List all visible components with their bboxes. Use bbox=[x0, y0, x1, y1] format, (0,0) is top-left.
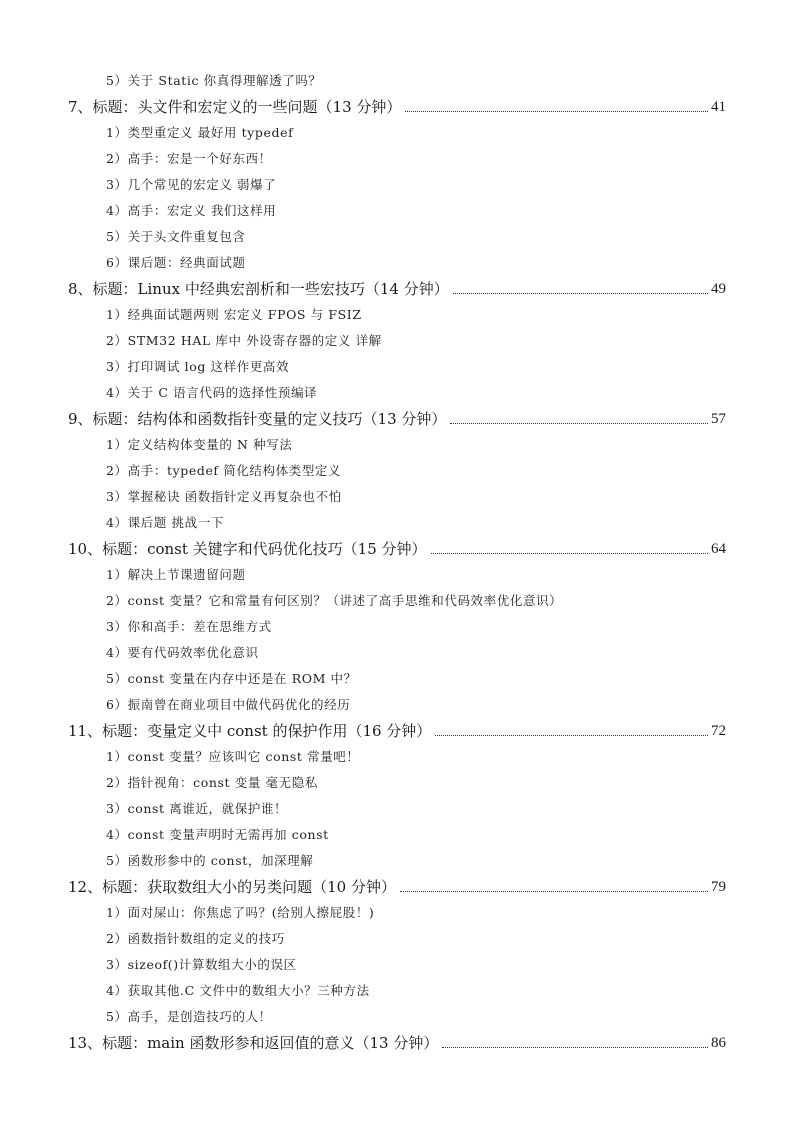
toc-subitem[interactable]: 2）STM32 HAL 库中 外设寄存器的定义 详解 bbox=[106, 333, 382, 348]
toc-subitem[interactable]: 3）你和高手：差在思维方式 bbox=[106, 619, 272, 634]
toc-subitem[interactable]: 4）高手：宏定义 我们这样用 bbox=[106, 203, 277, 218]
toc-section bbox=[0, 874, 794, 1030]
chapter-entry[interactable] bbox=[68, 874, 726, 900]
chapter-page-number: 64 bbox=[711, 541, 726, 557]
toc-subitem[interactable]: 5）高手，是创造技巧的人！ bbox=[106, 1009, 272, 1024]
toc-subitem[interactable]: 2）指针视角：const 变量 毫无隐私 bbox=[106, 775, 318, 790]
toc-subitem[interactable]: 3）打印调试 log 这样作更高效 bbox=[106, 359, 290, 374]
chapter-page-number: 41 bbox=[711, 99, 726, 115]
toc-subitem[interactable]: 2）高手：typedef 简化结构体类型定义 bbox=[106, 463, 342, 478]
toc-subitem[interactable]: 2）高手：宏是一个好东西！ bbox=[106, 151, 272, 166]
toc-subitem[interactable]: 3）sizeof()计算数组大小的误区 bbox=[106, 957, 297, 972]
dot-leader bbox=[442, 1047, 708, 1048]
toc-subitem[interactable]: 5）const 变量在内存中还是在 ROM 中？ bbox=[106, 671, 357, 686]
toc-subitem[interactable]: 1）const 变量？应该叫它 const 常量吧！ bbox=[106, 749, 360, 764]
toc-subitem[interactable]: 4）要有代码效率优化意识 bbox=[106, 645, 259, 660]
chapter-entry[interactable] bbox=[68, 718, 726, 744]
chapter-title: 11、标题：变量定义中 const 的保护作用（16 分钟） bbox=[68, 722, 432, 740]
toc-subitem[interactable]: 4）获取其他.C 文件中的数组大小？三种方法 bbox=[106, 983, 370, 998]
dot-leader bbox=[400, 891, 708, 892]
toc-subitem[interactable]: 5）关于 Static 你真得理解透了吗？ bbox=[106, 73, 322, 88]
toc-subitem[interactable]: 6）振南曾在商业项目中做代码优化的经历 bbox=[106, 697, 351, 712]
toc-subitem[interactable]: 1）定义结构体变量的 N 种写法 bbox=[106, 437, 293, 452]
chapter-page-number: 72 bbox=[711, 723, 726, 739]
toc-subitem[interactable]: 3）几个常见的宏定义 弱爆了 bbox=[106, 177, 277, 192]
toc-section bbox=[0, 68, 794, 94]
chapter-page-number: 86 bbox=[711, 1035, 726, 1051]
toc-subitem[interactable]: 3）掌握秘诀 函数指针定义再复杂也不怕 bbox=[106, 489, 342, 504]
chapter-title: 9、标题：结构体和函数指针变量的定义技巧（13 分钟） bbox=[68, 410, 447, 428]
toc-section bbox=[0, 718, 794, 874]
dot-leader bbox=[405, 111, 708, 112]
chapter-title: 13、标题：main 函数形参和返回值的意义（13 分钟） bbox=[68, 1034, 439, 1052]
toc-subitem[interactable]: 1）经典面试题两则 宏定义 FPOS 与 FSIZ bbox=[106, 307, 362, 322]
toc-subitem[interactable]: 4）课后题 挑战一下 bbox=[106, 515, 224, 530]
toc-section bbox=[0, 536, 794, 718]
toc-section bbox=[0, 406, 794, 536]
toc-subitem[interactable]: 6）课后题：经典面试题 bbox=[106, 255, 246, 270]
dot-leader bbox=[431, 553, 708, 554]
toc-subitem[interactable]: 1）类型重定义 最好用 typedef bbox=[106, 125, 294, 140]
chapter-page-number: 79 bbox=[711, 879, 726, 895]
chapter-entry[interactable] bbox=[68, 276, 726, 302]
toc-subitem[interactable]: 5）函数形参中的 const，加深理解 bbox=[106, 853, 314, 868]
dot-leader bbox=[453, 293, 708, 294]
toc-section bbox=[0, 276, 794, 406]
chapter-title: 10、标题：const 关键字和代码优化技巧（15 分钟） bbox=[68, 540, 427, 558]
toc-subitem[interactable]: 5）关于头文件重复包含 bbox=[106, 229, 246, 244]
chapter-title: 12、标题：获取数组大小的另类问题（10 分钟） bbox=[68, 878, 396, 896]
dot-leader bbox=[450, 423, 708, 424]
toc-subitem[interactable]: 2）函数指针数组的定义的技巧 bbox=[106, 931, 285, 946]
chapter-entry[interactable] bbox=[68, 94, 726, 120]
toc-section bbox=[0, 94, 794, 276]
table-of-contents bbox=[0, 68, 794, 1056]
toc-subitem[interactable]: 1）解决上节课遗留问题 bbox=[106, 567, 246, 582]
toc-subitem[interactable]: 3）const 离谁近，就保护谁！ bbox=[106, 801, 288, 816]
chapter-title: 7、标题：头文件和宏定义的一些问题（13 分钟） bbox=[68, 98, 402, 116]
toc-subitem[interactable]: 2）const 变量？它和常量有何区别？（讲述了高手思维和代码效率优化意识） bbox=[106, 593, 563, 608]
toc-subitem[interactable]: 1）面对屎山：你焦虑了吗？(给别人擦屁股！) bbox=[106, 905, 375, 920]
chapter-page-number: 57 bbox=[711, 411, 726, 427]
toc-section bbox=[0, 1030, 794, 1056]
toc-subitem[interactable]: 4）关于 C 语言代码的选择性预编译 bbox=[106, 385, 318, 400]
toc-subitem[interactable]: 4）const 变量声明时无需再加 const bbox=[106, 827, 329, 842]
dot-leader bbox=[435, 735, 708, 736]
chapter-entry[interactable] bbox=[68, 536, 726, 562]
chapter-title: 8、标题：Linux 中经典宏剖析和一些宏技巧（14 分钟） bbox=[68, 280, 449, 298]
chapter-page-number: 49 bbox=[711, 281, 726, 297]
chapter-entry[interactable] bbox=[68, 406, 726, 432]
chapter-entry[interactable] bbox=[68, 1030, 726, 1056]
